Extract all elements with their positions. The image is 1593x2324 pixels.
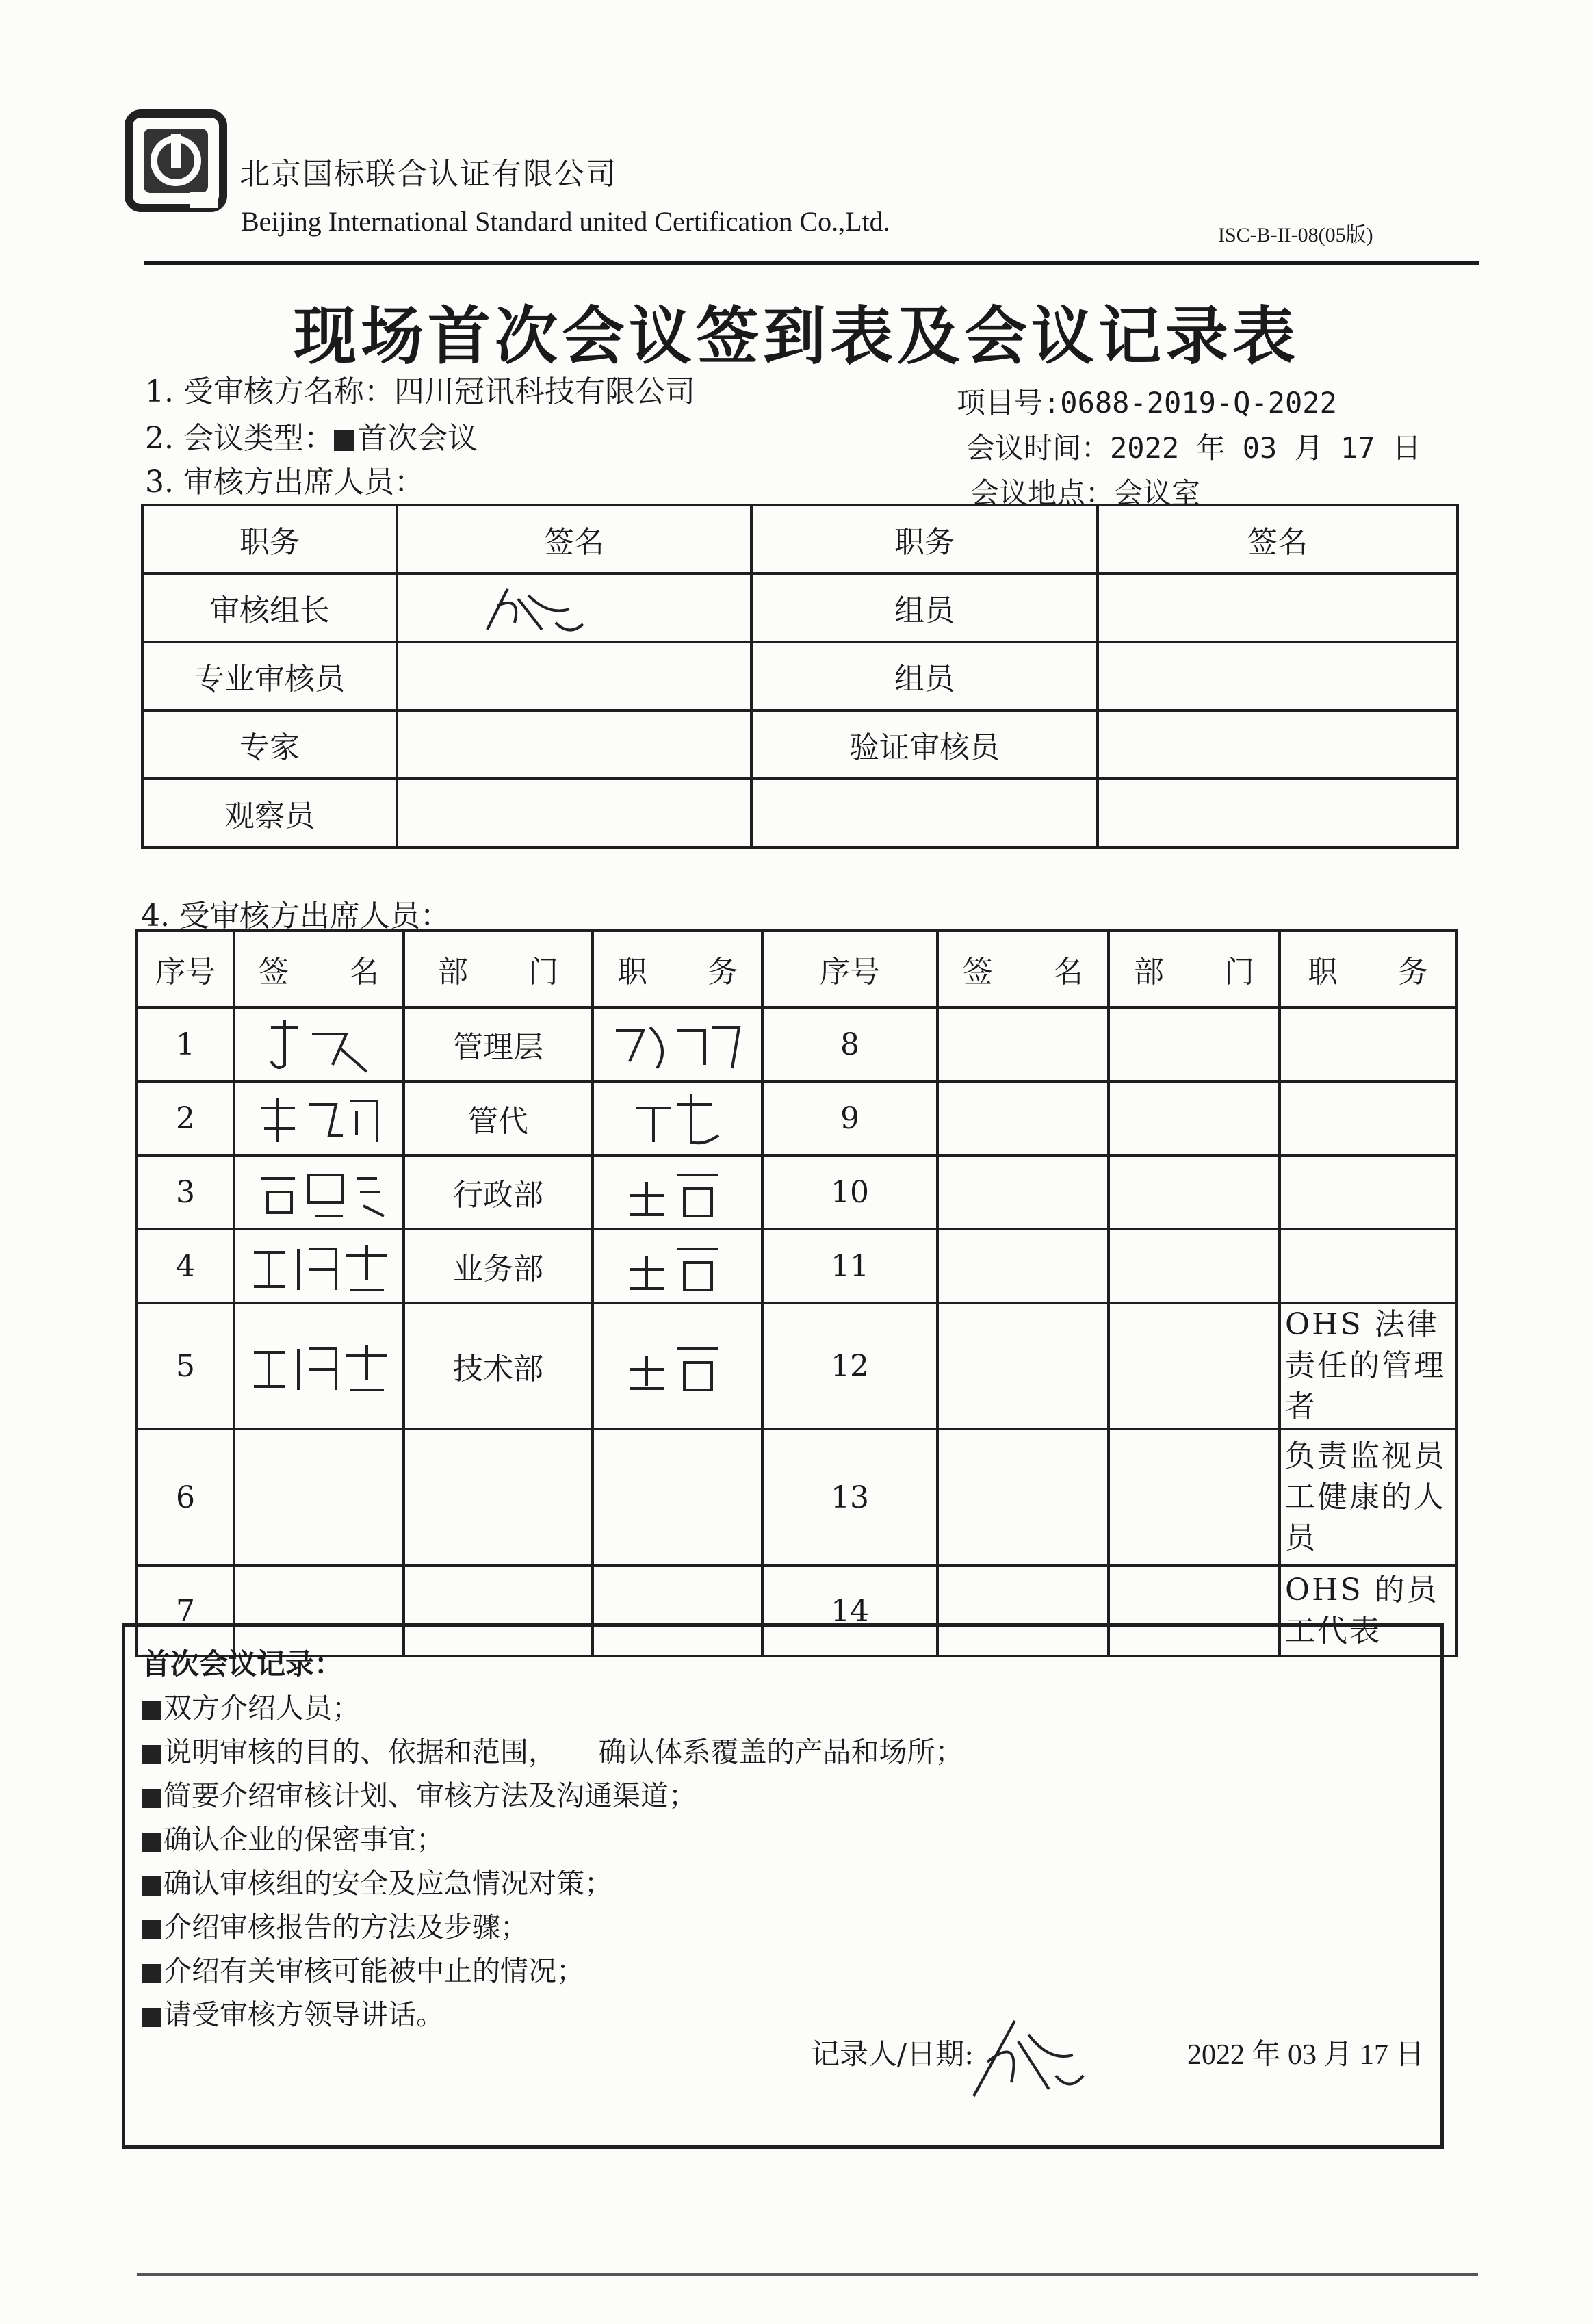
header-department: 部 门 [1109,931,1280,1007]
signature-cell[interactable] [1098,642,1458,710]
handwritten-position [616,1335,739,1397]
checked-box-icon [334,430,354,451]
signature-cell[interactable] [937,1303,1109,1429]
row-number: 12 [762,1303,937,1429]
position-cell[interactable] [593,1155,762,1229]
minutes-item-text: 确认企业的保密事宜； [164,1823,444,1856]
signature-cell[interactable] [397,710,751,779]
meeting-time-label: 会议时间： [966,431,1111,465]
department-cell: 管理层 [404,1007,593,1081]
checked-box-icon [142,1833,161,1852]
auditor-attendance-table [141,504,1459,849]
minutes-item-text: 说明审核的目的、依据和范围， 确认体系覆盖的产品和场所； [164,1735,963,1768]
minutes-item [142,1861,612,1901]
signature-cell[interactable] [234,1155,404,1229]
meeting-type-line [145,413,478,457]
header-no: 序号 [137,931,234,1007]
department-cell[interactable] [1109,1007,1280,1081]
minutes-item-text: 介绍有关审核可能被中止的情况； [164,1954,584,1987]
row-number: 7 [137,1566,234,1656]
header-role: 职务 [751,505,1098,573]
signature-cell[interactable] [234,1007,404,1081]
position-cell [1280,1229,1456,1303]
handwritten-signature [244,1335,394,1397]
handwritten-signature [244,1235,394,1297]
header-signature: 签名 [397,505,751,573]
row-number: 3 [137,1155,234,1229]
role-cell: 观察员 [142,779,397,847]
project-line [957,380,1337,422]
auditee-line [145,367,695,411]
auditee-section-label: 4. 受审核方出席人员： [141,899,450,933]
department-cell[interactable] [1109,1155,1280,1229]
auditor-header-row [142,505,1458,573]
signature-cell[interactable] [234,1081,404,1155]
signature-cell[interactable] [937,1229,1109,1303]
recorder-signature [953,2007,1090,2110]
minutes-item [142,1817,444,1857]
checked-box-icon [142,1920,161,1939]
form-code: ISC-B-II-08(05版) [1218,224,1373,246]
handwritten-position [616,1161,739,1223]
row-number: 6 [137,1429,234,1566]
minutes-item [142,1686,360,1726]
record-date: 2022 年 03 月 17 日 [1187,2039,1425,2071]
department-cell [404,1429,593,1566]
auditor-row [142,779,1458,847]
row-number: 14 [762,1566,937,1656]
row-number: 4 [137,1229,234,1303]
header-no: 序号 [762,931,937,1007]
handwritten-signature [467,575,604,641]
auditee-header-row [137,931,1456,1007]
header-signature: 签 名 [234,931,404,1007]
signature-cell[interactable] [1098,779,1458,847]
auditor-row [142,642,1458,710]
minutes-item [142,1773,697,1813]
checked-box-icon [142,1745,161,1764]
role-cell: 审核组长 [142,573,397,642]
signature-cell[interactable] [234,1229,404,1303]
row-number: 11 [762,1229,937,1303]
department-cell: 管代 [404,1081,593,1155]
header-signature: 签 名 [937,931,1109,1007]
auditee-name: 四川冠讯科技有限公司 [393,374,695,409]
company-logo [125,109,227,212]
minutes-item [142,1948,584,1989]
signature-cell[interactable] [937,1429,1109,1566]
signature-cell[interactable] [234,1429,404,1566]
department-cell[interactable] [1109,1303,1280,1429]
bottom-rule [137,2273,1478,2276]
minutes-item-text: 简要介绍审核计划、审核方法及沟通渠道； [164,1779,697,1812]
auditor-row [142,710,1458,779]
role-cell: 组员 [751,573,1098,642]
signature-cell[interactable] [937,1155,1109,1229]
handwritten-position [602,1013,753,1075]
recorder-date-label: 记录人/日期: [811,2037,974,2071]
signature-cell[interactable] [1098,710,1458,779]
position-cell[interactable] [593,1081,762,1155]
auditee-row [137,1429,1456,1566]
signature-cell[interactable] [397,573,751,642]
header-role: 职务 [142,505,397,573]
meeting-minutes-box [122,1623,1444,2149]
meeting-type-label: 2. 会议类型： [145,421,334,456]
checked-box-icon [142,2008,161,2027]
role-cell: 验证审核员 [751,710,1098,779]
signature-cell[interactable] [234,1303,404,1429]
minutes-item [142,1992,444,2032]
auditee-row [137,1007,1456,1081]
minutes-item [142,1729,963,1770]
position-cell: OHS 的员工代表 [1280,1566,1456,1656]
position-cell [1280,1007,1456,1081]
company-name-cn: 北京国标联合认证有限公司 [239,157,617,192]
signature-cell[interactable] [397,779,751,847]
audit-team-label: 3. 审核方出席人员： [145,465,424,500]
department-cell: 业务部 [404,1229,593,1303]
position-cell [1280,1155,1456,1229]
signature-cell[interactable] [397,642,751,710]
auditee-label: 1. 受审核方名称： [145,374,394,409]
role-cell: 专家 [142,710,397,779]
department-cell: 技术部 [404,1303,593,1429]
handwritten-signature [250,1013,387,1075]
department-cell[interactable] [1109,1229,1280,1303]
auditee-attendance-table [135,929,1458,1657]
meeting-time-line [966,426,1421,467]
signature-cell[interactable] [1098,573,1458,642]
checked-box-icon [142,1876,161,1896]
handwritten-position [616,1087,739,1149]
handwritten-signature [247,1087,391,1149]
header-signature: 签名 [1098,505,1458,573]
role-cell: 专业审核员 [142,642,397,710]
minutes-item-text: 双方介绍人员； [164,1692,360,1725]
role-cell [751,779,1098,847]
minutes-item-text: 确认审核组的安全及应急情况对策； [164,1867,612,1900]
document-title: 现场首次会议签到表及会议记录表 [293,299,1299,373]
header-position: 职 务 [1280,931,1456,1007]
meeting-type-value: 首次会议 [357,421,478,456]
checked-box-icon [142,1789,161,1808]
auditee-row [137,1081,1456,1155]
project-label: 项目号: [957,386,1061,419]
row-number: 5 [137,1303,234,1429]
header-department: 部 门 [404,931,593,1007]
role-cell: 组员 [751,642,1098,710]
row-number: 1 [137,1007,234,1081]
auditee-row [137,1229,1456,1303]
row-number: 8 [762,1007,937,1081]
auditee-row [137,1303,1456,1429]
meeting-place-value: 会议室 [1114,476,1201,510]
position-cell[interactable] [593,1229,762,1303]
auditor-row [142,573,1458,642]
auditee-row [137,1155,1456,1229]
minutes-title: 首次会议记录： [142,1647,344,1681]
position-cell[interactable] [593,1007,762,1081]
department-cell: 行政部 [404,1155,593,1229]
handwritten-position [616,1235,739,1297]
row-number: 2 [137,1081,234,1155]
signature-cell[interactable] [937,1081,1109,1155]
row-number: 10 [762,1155,937,1229]
position-cell: OHS 法律责任的管理者 [1280,1303,1456,1429]
signature-cell[interactable] [937,1007,1109,1081]
row-number: 13 [762,1429,937,1566]
minutes-item-text: 介绍审核报告的方法及步骤； [164,1911,528,1944]
meeting-place-label: 会议地点： [970,476,1115,510]
header-position: 职 务 [593,931,762,1007]
minutes-item [142,1905,528,1945]
header-rule [144,261,1479,265]
meeting-time-value: 2022 年 03 月 17 日 [1110,431,1421,465]
position-cell[interactable] [593,1429,762,1566]
minutes-item-text: 请受审核方领导讲话。 [164,1998,444,2031]
company-name-en: Beijing International Standard united Certification Co.,Ltd. [241,206,890,237]
handwritten-signature [247,1161,391,1223]
position-cell [1280,1081,1456,1155]
project-number: 0688-2019-Q-2022 [1060,386,1337,419]
checked-box-icon [142,1701,161,1720]
position-cell[interactable] [593,1303,762,1429]
row-number: 9 [762,1081,937,1155]
department-cell[interactable] [1109,1429,1280,1566]
checked-box-icon [142,1964,161,1983]
position-cell: 负责监视员工健康的人员 [1280,1429,1456,1566]
department-cell[interactable] [1109,1081,1280,1155]
